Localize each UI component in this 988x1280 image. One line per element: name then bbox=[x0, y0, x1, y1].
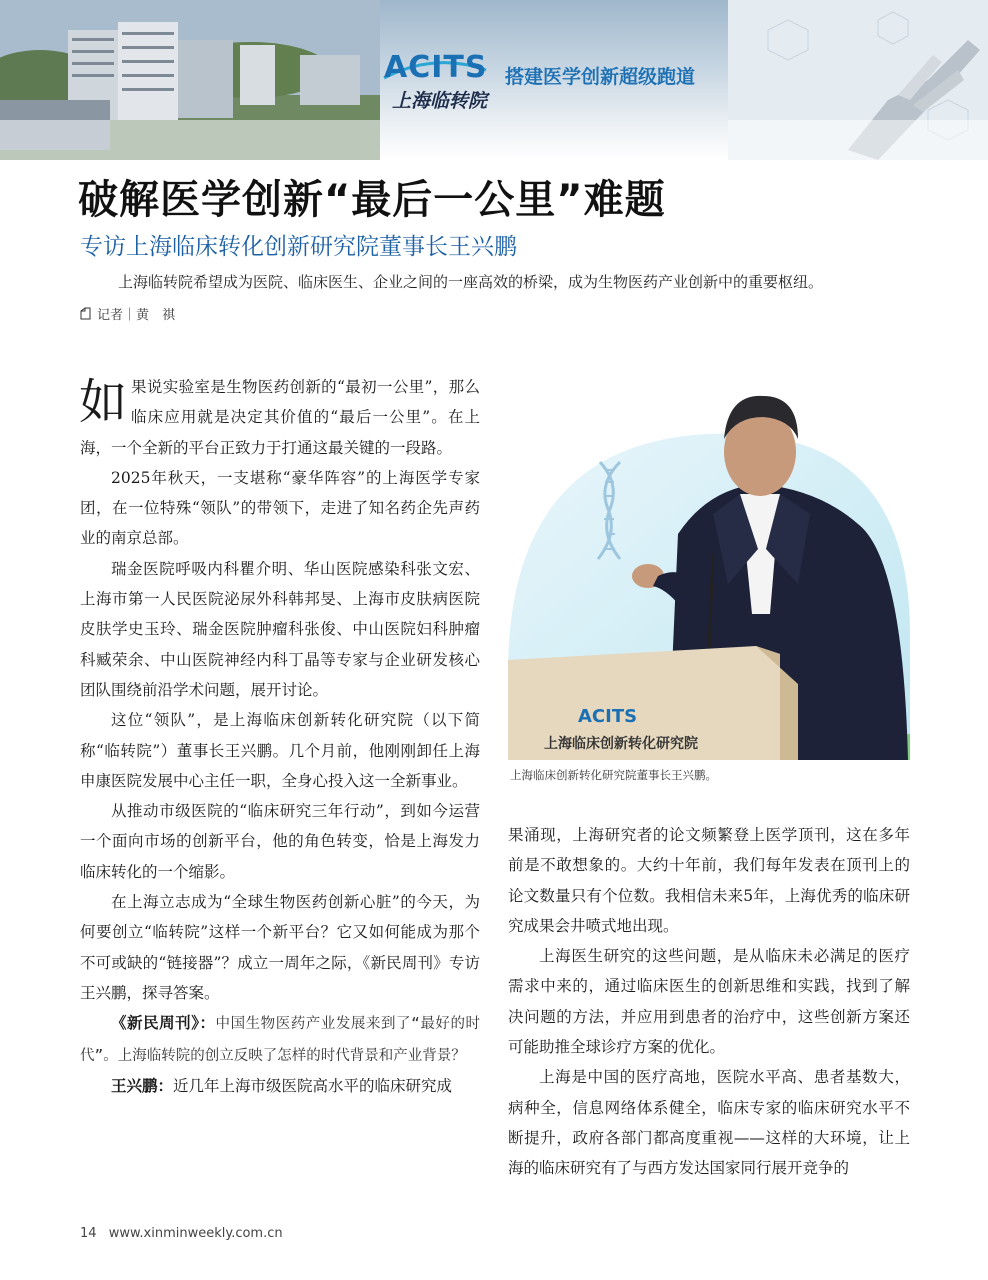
page-number: 14 bbox=[80, 1226, 97, 1241]
answer-label: 王兴鹏： bbox=[111, 1076, 174, 1095]
body-column-left bbox=[80, 372, 480, 1101]
paragraph: 从推动市级医院的“临床研究三年行动”，到如今运营一个面向市场的创新平台，他的角色转变，恰是上海发力临床转化的一个缩影。 bbox=[80, 802, 480, 881]
paragraph: 上海医生研究的这些问题，是从临床未必满足的医疗需求中来的，通过临床医生的创新思维和实践，找到了解决问题的方法，并应用到患者的治疗中，这些创新方案还可能助推全球诊疗方案的优化。 bbox=[508, 947, 910, 1057]
podium-text: 上海临床创新转化研究院 bbox=[544, 736, 698, 752]
robot-hand-image bbox=[728, 0, 988, 160]
column-tagline: 搭建医学创新超级跑道 bbox=[505, 66, 696, 88]
podium bbox=[508, 646, 798, 760]
paragraph: 上海是中国的医疗高地，医院水平高、患者基数大，病种全，信息网络体系健全，临床专家的临床研究水平不断提升，政府各部门都高度重视——这样的大环境，让上海的临床研究有了与西方发达国家同行展开竞争的 bbox=[508, 1068, 910, 1178]
pen-icon bbox=[80, 307, 91, 320]
paragraph: 2025年秋天，一支堪称“豪华阵容”的上海医学专家团，在一位特殊“领队”的带领下，走进了知名药企先声药业的南京总部。 bbox=[80, 468, 480, 548]
paragraph-text: 果说实验室是生物医药创新的“最初一公里”，那么临床应用就是决定其价值的“最后一公里”。在上海，一个全新的平台正致力于打通这最关键的一段路。 bbox=[80, 378, 480, 457]
paragraph: 在上海立志成为“全球生物医药创新心脏”的今天，为何要创立“临转院”这样一个新平台？它又如何能成为那个不可或缺的“链接器”？成立一周年之际，《新民周刊》专访王兴鹏，探寻答案。 bbox=[80, 893, 480, 1002]
paragraph bbox=[80, 372, 480, 463]
question-label: 《新民周刊》： bbox=[111, 1014, 216, 1033]
article-subtitle: 专访上海临床转化创新研究院董事长王兴鹏 bbox=[80, 234, 517, 260]
header-banner bbox=[0, 0, 988, 160]
body-column-right bbox=[508, 820, 910, 1184]
paragraph: 这位“领队”，是上海临床创新转化研究院（以下简称“临转院”）董事长王兴鹏。几个月前，他刚刚卸任上海申康医院发展中心主任一职，全身心投入这一全新事业。 bbox=[80, 711, 480, 790]
drop-cap: 如 bbox=[79, 374, 128, 430]
question-text: 中国生物医药产业发展来到了“最好的时代”。上海临转院的创立反映了怎样的时代背景和产业背景？ bbox=[80, 1016, 480, 1064]
logo-chinese-name: 上海临转院 bbox=[392, 90, 488, 112]
interview-answer bbox=[80, 1071, 480, 1101]
paragraph: 瑞金医院呼吸内科瞿介明、华山医院感染科张文宏、上海市第一人民医院泌尿外科韩邦旻、上海市皮肤病医院皮肤学史玉玲、瑞金医院肿瘤科张俊、中山医院妇科肿瘤科臧荣余、中山医院神经内科丁晶等专家与企业研发核心团队围绕前沿学术问题，展开讨论。 bbox=[80, 559, 480, 699]
answer-text: 近几年上海市级医院高水平的临床研究成 bbox=[173, 1076, 453, 1095]
portrait-photo bbox=[508, 384, 910, 760]
acits-logo: ACITS bbox=[384, 50, 488, 85]
paragraph: 果涌现，上海研究者的论文频繁登上医学顶刊，这在多年前是不敢想象的。大约十年前，我们每年发表在顶刊上的论文数量只有个位数。我相信未来5年，上海优秀的临床研究成果会井喷式地出现。 bbox=[508, 826, 910, 935]
podium-logo: ACITS bbox=[578, 706, 638, 727]
city-skyline-image bbox=[0, 0, 380, 160]
website-link[interactable]: www.xinminweekly.com.cn bbox=[108, 1226, 283, 1241]
photo-caption: 上海临床创新转化研究院董事长王兴鹏。 bbox=[510, 768, 717, 782]
interview-question bbox=[80, 1008, 480, 1071]
article-lede: 上海临转院希望成为医院、临床医生、企业之间的一座高效的桥梁，成为生物医药产业创新中的重要枢纽。 bbox=[118, 273, 824, 291]
byline-text: 记者｜黄 祺 bbox=[97, 308, 176, 323]
article-title: 破解医学创新“最后一公里”难题 bbox=[78, 177, 666, 223]
byline bbox=[80, 304, 175, 323]
page-footer bbox=[80, 1226, 283, 1241]
